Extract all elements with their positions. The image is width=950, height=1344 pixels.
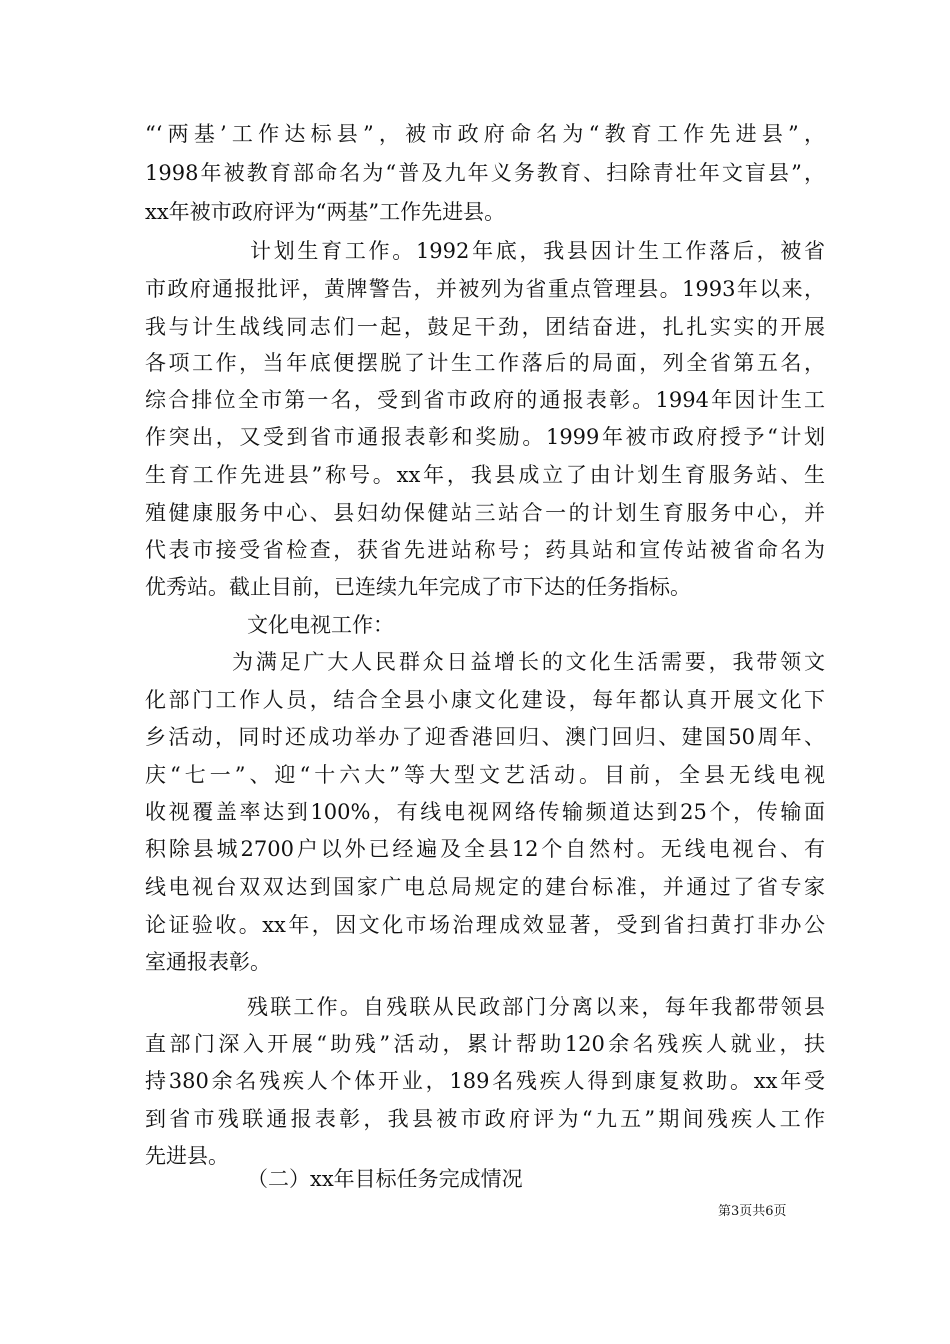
- section-heading: （二）xx年目标任务完成情况: [247, 1167, 523, 1191]
- text-line: 我与计生战线同志们一起，鼓足干劲，团结奋进，扎扎实实的开展: [145, 315, 825, 339]
- text-line: 为满足广大人民群众日益增长的文化生活需要，我带领文: [232, 650, 825, 674]
- text-line: xx年被市政府评为“两基”工作先进县。: [145, 200, 506, 224]
- text-line: 残联工作。自残联从民政部门分离以来，每年我都带领县: [247, 995, 825, 1019]
- text-line: 化部门工作人员，结合全县小康文化建设，每年都认真开展文化下: [145, 688, 825, 712]
- text-line: 直部门深入开展“助残”活动，累计帮助120余名残疾人就业，扶: [145, 1032, 825, 1056]
- text-line: 作突出，又受到省市通报表彰和奖励。1999年被市政府授予“计划: [145, 425, 825, 449]
- text-line: 殖健康服务中心、县妇幼保健站三站合一的计划生育服务中心，并: [145, 501, 825, 525]
- text-line: 先进县。: [145, 1144, 229, 1168]
- text-line: “‘两基’工作达标县”，被市政府命名为“教育工作先进县”，: [145, 122, 825, 146]
- text-line: 论证验收。xx年，因文化市场治理成效显著，受到省扫黄打非办公: [145, 913, 825, 937]
- text-line: 各项工作，当年底便摆脱了计生工作落后的局面，列全省第五名，: [145, 351, 825, 375]
- page-number: 第3页共6页: [718, 1204, 787, 1219]
- text-line: 庆“七一”、迎“十六大”等大型文艺活动。目前，全县无线电视: [145, 763, 825, 787]
- text-line: 线电视台双双达到国家广电总局规定的建台标准，并通过了省专家: [145, 875, 825, 899]
- text-line: 代表市接受省检查，获省先进站称号；药具站和宣传站被省命名为: [145, 538, 825, 562]
- text-line: 综合排位全市第一名，受到省市政府的通报表彰。1994年因计生工: [145, 388, 825, 412]
- text-line: 积除县城2700户以外已经遍及全县12个自然村。无线电视台、有: [145, 837, 825, 861]
- text-line: 收视覆盖率达到100%，有线电视网络传输频道达到25个，传输面: [145, 800, 825, 824]
- text-line: 室通报表彰。: [145, 950, 271, 974]
- section-heading: 文化电视工作：: [247, 613, 394, 637]
- text-line: 乡活动，同时还成功举办了迎香港回归、澳门回归、建国50周年、: [145, 725, 825, 749]
- text-line: 市政府通报批评，黄牌警告，并被列为省重点管理县。1993年以来，: [145, 277, 825, 301]
- text-line: 生育工作先进县”称号。xx年，我县成立了由计划生育服务站、生: [145, 463, 825, 487]
- text-line: 计划生育工作。1992年底，我县因计生工作落后，被省: [250, 239, 825, 263]
- text-line: 持380余名残疾人个体开业，189名残疾人得到康复救助。xx年受: [145, 1069, 825, 1093]
- text-line: 到省市残联通报表彰，我县被市政府评为“九五”期间残疾人工作: [145, 1107, 825, 1131]
- text-line: 1998年被教育部命名为“普及九年义务教育、扫除青壮年文盲县”，: [145, 161, 825, 185]
- text-line: 优秀站。截止目前，已连续九年完成了市下达的任务指标。: [145, 575, 691, 599]
